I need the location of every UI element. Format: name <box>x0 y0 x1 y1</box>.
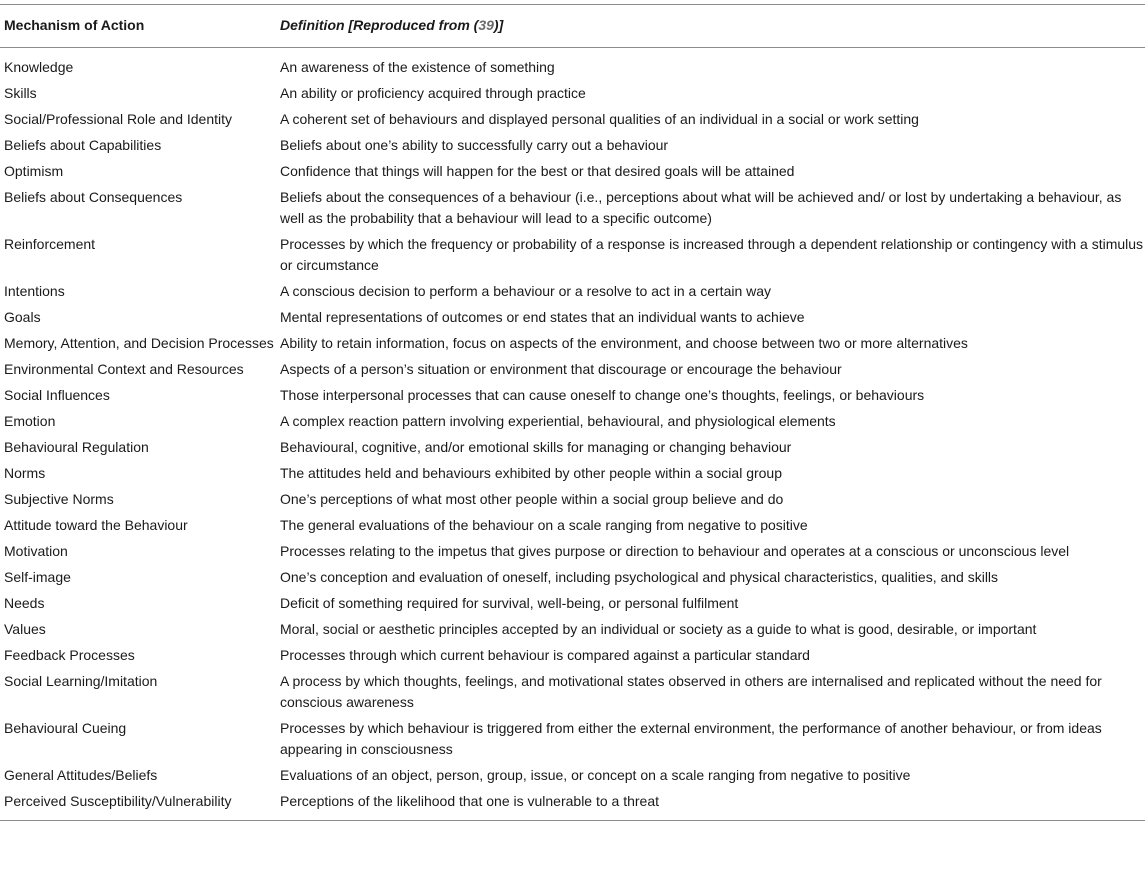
definition-cell: A coherent set of behaviours and displayed personal qualities of an individual in a social or work setting <box>280 111 919 127</box>
definition-cell: A conscious decision to perform a behaviour or a resolve to act in a certain way <box>280 283 772 299</box>
definition-cell: Ability to retain information, focus on aspects of the environment, and choose between two or more alternatives <box>280 335 968 351</box>
table-header <box>0 5 1145 48</box>
table-row <box>0 669 1145 716</box>
table-row <box>0 331 1145 357</box>
mechanism-cell: Social/Professional Role and Identity <box>4 111 233 127</box>
header-definition-prefix: Definition [Reproduced from ( <box>280 17 479 33</box>
definition-cell: Processes by which the frequency or probability of a response is increased through a dependent relationship or contingency with a stimulus or circumstance <box>280 236 1144 273</box>
mechanism-cell: Emotion <box>4 413 56 429</box>
mechanism-cell: Social Learning/Imitation <box>4 673 158 689</box>
mechanism-cell: Knowledge <box>4 59 74 75</box>
table-row <box>0 232 1145 279</box>
citation-link[interactable]: 39 <box>478 17 494 33</box>
definition-cell: One’s conception and evaluation of oneself, including psychological and physical characteristics, qualities, and skills <box>280 569 999 585</box>
mechanism-cell: Behavioural Regulation <box>4 439 149 455</box>
mechanism-cell: Self-image <box>4 569 71 585</box>
mechanism-cell: Subjective Norms <box>4 491 114 507</box>
table-row <box>0 305 1145 331</box>
definition-cell: Beliefs about one’s ability to successfully carry out a behaviour <box>280 137 669 153</box>
definition-cell: Processes by which behaviour is triggered from either the external environment, the performance of another behaviour, or from ideas appearing in consciousness <box>280 720 1102 757</box>
table-row <box>0 789 1145 821</box>
mechanism-cell: Reinforcement <box>4 236 96 252</box>
table-row <box>0 716 1145 763</box>
definition-cell: An awareness of the existence of something <box>280 59 555 75</box>
mechanism-cell: Norms <box>4 465 46 481</box>
table-row <box>0 133 1145 159</box>
definition-cell: The general evaluations of the behaviour on a scale ranging from negative to positive <box>280 517 808 533</box>
table-row <box>0 763 1145 789</box>
table-row <box>0 279 1145 305</box>
mechanism-cell: Skills <box>4 85 37 101</box>
mechanism-cell: Feedback Processes <box>4 647 135 663</box>
definition-cell: Processes relating to the impetus that gives purpose or direction to behaviour and operates at a conscious or unconscious level <box>280 543 1070 559</box>
definition-cell: A process by which thoughts, feelings, and motivational states observed in others are internalised and replicated without the need for conscious awareness <box>280 673 1102 710</box>
definition-cell: Moral, social or aesthetic principles accepted by an individual or society as a guide to what is good, desirable, or important <box>280 621 1037 637</box>
mechanism-cell: Behavioural Cueing <box>4 720 127 736</box>
definition-cell: Aspects of a person’s situation or environment that discourage or encourage the behaviour <box>280 361 842 377</box>
table-row <box>0 565 1145 591</box>
header-definition-suffix: )] <box>493 17 504 33</box>
mechanism-cell: Memory, Attention, and Decision Processes <box>4 335 274 351</box>
table-row <box>0 48 1145 82</box>
table-row <box>0 487 1145 513</box>
table-body <box>0 48 1145 821</box>
header-mechanism: Mechanism of Action <box>4 17 145 33</box>
header-row <box>0 5 1145 48</box>
table-row <box>0 513 1145 539</box>
definition-cell: Processes through which current behaviour is compared against a particular standard <box>280 647 810 663</box>
mechanism-cell: Values <box>4 621 46 637</box>
mechanism-cell: Needs <box>4 595 45 611</box>
definition-cell: Confidence that things will happen for the best or that desired goals will be attained <box>280 163 795 179</box>
table-row <box>0 461 1145 487</box>
mechanism-cell: Perceived Susceptibility/Vulnerability <box>4 793 232 809</box>
definition-cell: Mental representations of outcomes or end states that an individual wants to achieve <box>280 309 805 325</box>
definition-cell: Beliefs about the consequences of a behaviour (i.e., perceptions about what will be achieved and/ or lost by undertaking a behaviour, as well as the probability that a behaviour will lead to a specific outcome) <box>280 189 1122 226</box>
mechanisms-table <box>0 4 1145 821</box>
mechanism-cell: Beliefs about Capabilities <box>4 137 162 153</box>
definition-cell: Perceptions of the likelihood that one is vulnerable to a threat <box>280 793 660 809</box>
mechanism-cell: Goals <box>4 309 41 325</box>
mechanism-cell: Optimism <box>4 163 64 179</box>
definition-cell: The attitudes held and behaviours exhibited by other people within a social group <box>280 465 782 481</box>
definition-cell: Those interpersonal processes that can cause oneself to change one’s thoughts, feelings, or behaviours <box>280 387 925 403</box>
mechanism-cell: Environmental Context and Resources <box>4 361 244 377</box>
table-row <box>0 107 1145 133</box>
definition-cell: Deficit of something required for survival, well-being, or personal fulfilment <box>280 595 739 611</box>
definition-cell: Evaluations of an object, person, group, issue, or concept on a scale ranging from negative to positive <box>280 767 911 783</box>
definition-cell: A complex reaction pattern involving experiential, behavioural, and physiological elements <box>280 413 836 429</box>
mechanism-cell: Attitude toward the Behaviour <box>4 517 188 533</box>
mechanism-cell: Social Influences <box>4 387 110 403</box>
table-row <box>0 357 1145 383</box>
mechanism-cell: Intentions <box>4 283 65 299</box>
table-row <box>0 591 1145 617</box>
table-row <box>0 539 1145 565</box>
table-row <box>0 185 1145 232</box>
table-row <box>0 81 1145 107</box>
definition-cell: Behavioural, cognitive, and/or emotional skills for managing or changing behaviour <box>280 439 792 455</box>
mechanism-cell: General Attitudes/Beliefs <box>4 767 158 783</box>
table-row <box>0 383 1145 409</box>
table-row <box>0 643 1145 669</box>
table-row <box>0 617 1145 643</box>
mechanism-cell: Motivation <box>4 543 68 559</box>
mechanism-cell: Beliefs about Consequences <box>4 189 183 205</box>
definition-cell: An ability or proficiency acquired through practice <box>280 85 586 101</box>
header-definition <box>276 5 1145 48</box>
table-row <box>0 435 1145 461</box>
table-row <box>0 159 1145 185</box>
definition-cell: One’s perceptions of what most other people within a social group believe and do <box>280 491 784 507</box>
table-row <box>0 409 1145 435</box>
